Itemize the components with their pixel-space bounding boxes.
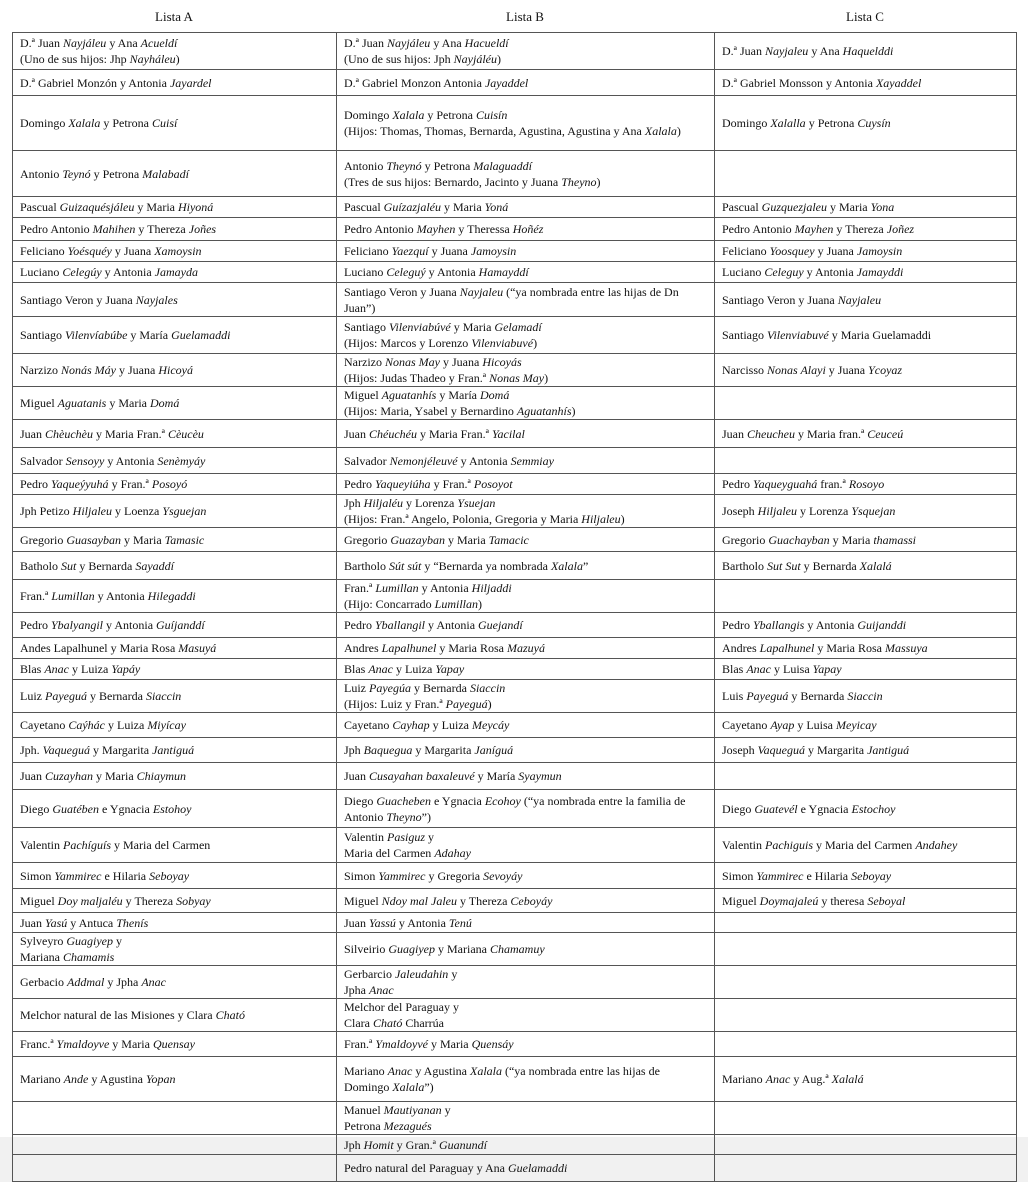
cell-lista-a (13, 283, 337, 317)
table-row (13, 552, 1017, 580)
cell-lista-c (715, 1057, 1017, 1102)
entry-text: Jph. Vaqueguá y Margarita Jantiguá (20, 743, 195, 757)
cell-lista-c (715, 580, 1017, 613)
cell-lista-c (715, 889, 1017, 913)
cell-lista-b (337, 659, 715, 680)
entry-text: D.ª Gabriel Monzón y Antonia Jayardel (20, 75, 212, 90)
entry-text: Miguel Doymajaleú y theresa Seboyal (722, 893, 906, 908)
entry-text: Juan Cheucheu y Maria fran.ª Ceuceú (722, 426, 904, 441)
table-row (13, 1032, 1017, 1057)
cell-lista-b (337, 999, 715, 1032)
entry-text: Pedro Yaqueyguahá fran.ª Rosoyo (722, 477, 885, 491)
entry-text: D.ª Juan Nayjaleu y Ana Haquelddi (722, 44, 894, 58)
cell-lista-b (337, 197, 715, 218)
cell-lista-b (337, 241, 715, 262)
entry-text: Pedro Ybalyangil y Antonia Guíjanddí (20, 618, 205, 632)
entry-text: Petrona Mezagués (344, 1119, 432, 1133)
entry-text: Gregorio Guasayban y Maria Tamasic (20, 532, 205, 547)
table-row (13, 241, 1017, 262)
table-row (13, 262, 1017, 283)
cell-lista-c (715, 999, 1017, 1032)
entry-text: Cayetano Cayhap y Luiza Meycáy (344, 718, 510, 732)
cell-lista-b (337, 283, 715, 317)
entry-text: Clara Cható Charrúa (344, 1016, 444, 1030)
cell-lista-b (337, 70, 715, 96)
entry-text: Diego Guatében e Ygnacia Estohoy (20, 801, 192, 816)
cell-lista-a (13, 580, 337, 613)
cell-lista-b (337, 317, 715, 354)
entry-text: Antonio Teynó y Petrona Malabadí (20, 166, 189, 181)
cell-lista-a (13, 387, 337, 420)
entry-text: Mariano Anac y Agustina Xalala (“ya nombrada entre las hijas de Domingo Xalala”) (344, 1064, 660, 1094)
entry-text: Blas Anac y Luiza Yapay (344, 662, 465, 676)
cell-lista-a (13, 1057, 337, 1102)
entry-text: Luiz Payeguá y Bernarda Siaccin (20, 689, 182, 703)
cell-lista-b (337, 790, 715, 828)
table-row (13, 1155, 1017, 1182)
cell-lista-b (337, 763, 715, 790)
entry-text: D.ª Gabriel Monsson y Antonia Xayaddel (722, 75, 922, 90)
table-row (13, 151, 1017, 197)
table-row (13, 580, 1017, 613)
entry-text: Pedro Antonio Mahihen y Thereza Joñes (20, 222, 217, 236)
column-header-lista-a: Lista A (155, 9, 193, 24)
entry-text: Pedro Antonio Mayhen y Thereza Joñez (722, 222, 915, 236)
entry-text: Luciano Celegúy y Antonia Jamayda (20, 265, 198, 279)
cell-lista-c (715, 283, 1017, 317)
entry-text: D.ª Gabriel Monzon Antonia Jayaddel (344, 75, 529, 90)
entry-text: Domingo Xalala y Petrona Cuisín (344, 108, 508, 122)
cell-lista-b (337, 1155, 715, 1182)
cell-lista-c (715, 1032, 1017, 1057)
cell-lista-a (13, 863, 337, 889)
cell-lista-b (337, 420, 715, 448)
entry-text: Luis Payeguá y Bernarda Siaccin (722, 689, 883, 703)
cell-lista-a (13, 913, 337, 933)
cell-lista-a (13, 1135, 337, 1155)
cell-lista-a (13, 495, 337, 528)
cell-lista-a (13, 474, 337, 495)
cell-lista-a (13, 966, 337, 999)
table-row (13, 96, 1017, 151)
cell-lista-c (715, 1102, 1017, 1135)
cell-lista-a (13, 638, 337, 659)
entry-text: (Hijos: Thomas, Thomas, Bernarda, Agustina, Agustina y Ana Xalala) (344, 124, 681, 138)
cell-lista-c (715, 738, 1017, 763)
entry-text: Mariano Ande y Agustina Yopan (20, 1072, 176, 1086)
entry-text: Jph Petizo Hiljaleu y Loenza Ysguejan (20, 504, 207, 518)
entry-text: Domingo Xalalla y Petrona Cuysín (722, 116, 891, 130)
entry-text: Jph Homit y Gran.ª Guanundí (344, 1137, 487, 1152)
cell-lista-a (13, 713, 337, 738)
cell-lista-c (715, 790, 1017, 828)
entry-text: Andes Lapalhunel y Maria Rosa Masuyá (20, 641, 217, 655)
cell-lista-a (13, 790, 337, 828)
cell-lista-a (13, 999, 337, 1032)
entry-text: Blas Anac y Luisa Yapay (722, 662, 842, 676)
cell-lista-c (715, 828, 1017, 863)
table-row (13, 863, 1017, 889)
cell-lista-c (715, 659, 1017, 680)
entry-text: Santiago Vilenvíabúbe y María Guelamaddi (20, 328, 231, 342)
table-row (13, 528, 1017, 552)
table-row (13, 659, 1017, 680)
entry-text: Salvador Nemonjéleuvé y Antonia Semmiay (344, 453, 554, 468)
cell-lista-c (715, 713, 1017, 738)
cell-lista-b (337, 1102, 715, 1135)
cell-lista-a (13, 1155, 337, 1182)
cell-lista-a (13, 241, 337, 262)
cell-lista-b (337, 528, 715, 552)
entry-text: D.ª Juan Nayjáleu y Ana Hacueldí (344, 36, 509, 50)
cell-lista-a (13, 659, 337, 680)
entry-text: Santiago Veron y Juana Nayjales (20, 292, 178, 307)
cell-lista-a (13, 680, 337, 713)
entry-text: Antonio Theynó y Petrona Malaguaddí (344, 158, 532, 173)
cell-lista-b (337, 96, 715, 151)
cell-lista-c (715, 317, 1017, 354)
cell-lista-b (337, 913, 715, 933)
cell-lista-c (715, 1135, 1017, 1155)
entry-text: Gregorio Guazayban y Maria Tamacic (344, 532, 529, 547)
entry-text: Silveirio Guagiyep y Mariana Chamamuy (344, 942, 545, 956)
entry-text: Manuel Mautiyanan y (344, 1103, 451, 1117)
entry-text: Feliciano Yaezquí y Juana Jamoysin (344, 244, 517, 258)
cell-lista-c (715, 151, 1017, 197)
entry-text: Jph Hiljaléu y Lorenza Ysuejan (344, 496, 496, 510)
table-row (13, 387, 1017, 420)
table-row (13, 999, 1017, 1032)
entry-text: Simon Yammirec e Hilaria Seboyay (722, 868, 892, 883)
table-row (13, 420, 1017, 448)
cell-lista-c (715, 913, 1017, 933)
cell-lista-b (337, 474, 715, 495)
cell-lista-a (13, 933, 337, 966)
cell-lista-a (13, 448, 337, 474)
entry-text: Narcisso Nonas Alayi y Juana Ycoyaz (722, 363, 903, 377)
table-row (13, 33, 1017, 70)
entry-text: Pascual Guizaquésjáleu y Maria Hiyoná (20, 200, 214, 214)
entry-text: (Hijo: Concarrado Lumillan) (344, 597, 482, 611)
entry-text: Pascual Guzquezjaleu y Maria Yona (722, 200, 895, 214)
cell-lista-a (13, 70, 337, 96)
cell-lista-c (715, 218, 1017, 241)
entry-text: Jpha Anac (344, 983, 394, 997)
table-row (13, 317, 1017, 354)
cell-lista-a (13, 218, 337, 241)
cell-lista-b (337, 354, 715, 387)
table-row (13, 218, 1017, 241)
entry-text: D.ª Juan Nayjáleu y Ana Acueldí (20, 36, 178, 50)
entry-text: Pascual Guízazjaléu y Maria Yoná (344, 200, 509, 214)
table-row (13, 680, 1017, 713)
entry-text: Blas Anac y Luiza Yapáy (20, 662, 141, 676)
table-row (13, 738, 1017, 763)
cell-lista-c (715, 96, 1017, 151)
entry-text: Juan Yasú y Antuca Thenís (20, 915, 149, 930)
entry-text: Simon Yammirec e Hilaria Seboyay (20, 868, 190, 883)
table-row (13, 933, 1017, 966)
entry-text: Luciano Celeguý y Antonia Hamayddí (344, 265, 529, 279)
cell-lista-c (715, 863, 1017, 889)
marriage-comparison-table (12, 32, 1017, 1182)
entry-text: Miguel Aguatanis y Maria Domá (20, 396, 180, 410)
entry-text: (Hijos: Judas Thadeo y Fran.ª Nonas May) (344, 371, 549, 385)
cell-lista-c (715, 763, 1017, 790)
table-row (13, 790, 1017, 828)
cell-lista-b (337, 552, 715, 580)
entry-text: Miguel Ndoy mal Jaleu y Thereza Ceboyáy (344, 893, 553, 908)
cell-lista-a (13, 33, 337, 70)
cell-lista-a (13, 1102, 337, 1135)
cell-lista-c (715, 420, 1017, 448)
entry-text: (Hijos: Marcos y Lorenzo Vilenviabuvé) (344, 336, 538, 350)
table-row (13, 638, 1017, 659)
cell-lista-a (13, 151, 337, 197)
cell-lista-c (715, 262, 1017, 283)
entry-text: Franc.ª Ymaldoyve y Maria Quensay (20, 1037, 195, 1051)
cell-lista-a (13, 1032, 337, 1057)
cell-lista-a (13, 889, 337, 913)
table-row (13, 913, 1017, 933)
entry-text: Cayetano Caýhác y Luiza Miyícay (20, 718, 186, 732)
entry-text: Pedro natural del Paraguay y Ana Guelamaddi (344, 1161, 568, 1175)
cell-lista-c (715, 933, 1017, 966)
table-row (13, 474, 1017, 495)
table-row (13, 448, 1017, 474)
entry-text: Andres Lapalhunel y Maria Rosa Massuya (722, 641, 928, 655)
cell-lista-b (337, 218, 715, 241)
cell-lista-b (337, 680, 715, 713)
entry-text: Santiago Veron y Juana Nayjaleu (“ya nombrada entre las hijas de Dn Juan”) (344, 284, 679, 315)
cell-lista-c (715, 495, 1017, 528)
entry-text: Mariana Chamamis (20, 950, 115, 964)
entry-text: Gregorio Guachayban y Maria thamassi (722, 532, 916, 547)
cell-lista-b (337, 828, 715, 863)
entry-text: Melchor natural de las Misiones y Clara Cható (20, 1008, 245, 1022)
table-row (13, 763, 1017, 790)
entry-text: Sylveyro Guagiyep y (20, 934, 122, 948)
entry-text: Pedro Yballangil y Antonia Guejandí (344, 618, 523, 632)
entry-text: Luciano Celeguy y Antonia Jamayddi (722, 265, 904, 279)
entry-text: Gerbarcio Jaleudahin y (344, 967, 458, 981)
entry-text: Salvador Sensoyy y Antonia Senèmyáy (20, 453, 206, 468)
cell-lista-b (337, 448, 715, 474)
table-row (13, 197, 1017, 218)
entry-text: Bartholo Sút sút y “Bernarda ya nombrada Xalala” (344, 558, 589, 573)
entry-text: Narzizo Nonás Máy y Juana Hicoyá (20, 363, 193, 377)
table-row (13, 1057, 1017, 1102)
cell-lista-c (715, 613, 1017, 638)
cell-lista-a (13, 613, 337, 638)
entry-text: Narzizo Nonas May y Juana Hicoyás (344, 355, 522, 369)
column-header-lista-c: Lista C (846, 9, 884, 24)
cell-lista-b (337, 863, 715, 889)
entry-text: Feliciano Yoosquey y Juana Jamoysin (722, 244, 903, 258)
table-row (13, 966, 1017, 999)
entry-text: Bartholo Sut Sut y Bernarda Xalalá (722, 558, 892, 573)
entry-text: (Tres de sus hijos: Bernardo, Jacinto y Juana Theyno) (344, 174, 601, 189)
cell-lista-c (715, 354, 1017, 387)
entry-text: Santiago Veron y Juana Nayjaleu (722, 292, 882, 307)
table-row (13, 889, 1017, 913)
entry-text: Juan Yassú y Antonia Tenú (344, 915, 472, 930)
table-row (13, 495, 1017, 528)
cell-lista-b (337, 262, 715, 283)
cell-lista-c (715, 387, 1017, 420)
entry-text: Valentin Pasiguz y (344, 830, 435, 844)
cell-lista-b (337, 738, 715, 763)
cell-lista-a (13, 528, 337, 552)
entry-text: Miguel Doy maljaléu y Thereza Sobyay (20, 893, 211, 908)
entry-text: Diego Guatevél e Ygnacia Estochoy (722, 801, 896, 816)
cell-lista-b (337, 613, 715, 638)
cell-lista-a (13, 354, 337, 387)
cell-lista-b (337, 638, 715, 659)
cell-lista-a (13, 420, 337, 448)
entry-text: Maria del Carmen Adahay (344, 846, 471, 860)
cell-lista-b (337, 889, 715, 913)
entry-text: Pedro Yballangis y Antonia Guijanddi (722, 618, 907, 632)
cell-lista-c (715, 1155, 1017, 1182)
cell-lista-a (13, 552, 337, 580)
entry-text: Melchor del Paraguay y (344, 1000, 459, 1014)
cell-lista-c (715, 638, 1017, 659)
entry-text: Joseph Hiljaleu y Lorenza Ysquejan (722, 504, 896, 518)
cell-lista-b (337, 1057, 715, 1102)
entry-text: Santiago Vilenviabuvé y Maria Guelamaddi (722, 328, 932, 342)
entry-text: Fran.ª Lumillan y Antonia Hilegaddi (20, 589, 196, 603)
cell-lista-b (337, 580, 715, 613)
cell-lista-a (13, 197, 337, 218)
entry-text: Domingo Xalala y Petrona Cuisí (20, 116, 178, 130)
entry-text: Juan Cusayahan baxaleuvé y María Syaymun (344, 769, 562, 783)
entry-text: Joseph Vaqueguá y Margarita Jantiguá (722, 743, 910, 757)
entry-text: Juan Chéuchéu y Maria Fran.ª Yacilal (344, 426, 525, 441)
entry-text: (Hijos: Fran.ª Angelo, Polonia, Gregoria y Maria Hiljaleu) (344, 512, 625, 526)
cell-lista-c (715, 448, 1017, 474)
cell-lista-c (715, 474, 1017, 495)
table-row (13, 354, 1017, 387)
column-header-lista-b: Lista B (506, 9, 544, 24)
cell-lista-b (337, 1032, 715, 1057)
cell-lista-b (337, 387, 715, 420)
cell-lista-a (13, 317, 337, 354)
cell-lista-b (337, 151, 715, 197)
cell-lista-c (715, 241, 1017, 262)
entry-text: Juan Chèuchèu y Maria Fran.ª Cèucèu (20, 426, 204, 441)
table-row (13, 1135, 1017, 1155)
table-row (13, 828, 1017, 863)
entry-text: (Hijos: Maria, Ysabel y Bernardino Aguatanhís) (344, 404, 576, 418)
cell-lista-b (337, 713, 715, 738)
entry-text: (Hijos: Luiz y Fran.ª Payeguá) (344, 697, 492, 711)
entry-text: Pedro Antonio Mayhen y Theressa Hoñéz (344, 222, 544, 236)
cell-lista-a (13, 828, 337, 863)
cell-lista-a (13, 738, 337, 763)
cell-lista-c (715, 70, 1017, 96)
entry-text: Valentin Pachíguís y Maria del Carmen (20, 838, 211, 852)
entry-text: Miguel Aguatanhís y María Domá (344, 388, 510, 402)
cell-lista-b (337, 1135, 715, 1155)
cell-lista-b (337, 33, 715, 70)
entry-text: Santiago Vilenviabúvé y Maria Gelamadí (344, 320, 542, 334)
cell-lista-c (715, 680, 1017, 713)
cell-lista-b (337, 966, 715, 999)
table-body (13, 33, 1017, 1182)
entry-text: (Uno de sus hijos: Jhp Nayháleu) (20, 52, 180, 66)
cell-lista-a (13, 262, 337, 283)
table-row (13, 70, 1017, 96)
table-row (13, 283, 1017, 317)
entry-text: Valentin Pachiguis y Maria del Carmen Andahey (722, 838, 958, 852)
entry-text: (Uno de sus hijos: Jph Nayjáléu) (344, 52, 501, 66)
entry-text: Diego Guacheben e Ygnacia Ecohoy (“ya nombrada entre la familia de Antonio Theyno”) (344, 793, 686, 824)
entry-text: Jph Baquegua y Margarita Janíguá (344, 743, 514, 757)
cell-lista-a (13, 96, 337, 151)
entry-text: Juan Cuzayhan y Maria Chiaymun (20, 769, 186, 783)
cell-lista-c (715, 966, 1017, 999)
cell-lista-c (715, 33, 1017, 70)
cell-lista-a (13, 763, 337, 790)
entry-text: Pedro Yaqueyiúha y Fran.ª Posoyot (344, 477, 513, 491)
entry-text: Batholo Sut y Bernarda Sayaddí (20, 558, 174, 573)
table-row (13, 713, 1017, 738)
cell-lista-b (337, 495, 715, 528)
entry-text: Pedro Yaqueýyuhá y Fran.ª Posoyó (20, 477, 188, 491)
entry-text: Luiz Payegúa y Bernarda Siaccin (344, 681, 506, 695)
entry-text: Andres Lapalhunel y Maria Rosa Mazuyá (344, 641, 545, 655)
entry-text: Simon Yammirec y Gregoria Sevoyáy (344, 868, 523, 883)
entry-text: Fran.ª Lumillan y Antonia Hiljaddi (344, 581, 512, 595)
cell-lista-c (715, 528, 1017, 552)
table-row (13, 613, 1017, 638)
entry-text: Cayetano Ayap y Luisa Meyicay (722, 718, 877, 732)
cell-lista-b (337, 933, 715, 966)
entry-text: Gerbacio Addmal y Jpha Anac (20, 975, 166, 989)
cell-lista-c (715, 552, 1017, 580)
cell-lista-c (715, 197, 1017, 218)
entry-text: Feliciano Yoésquéy y Juana Xamoysin (20, 244, 202, 258)
table-row (13, 1102, 1017, 1135)
entry-text: Mariano Anac y Aug.ª Xalalá (722, 1072, 864, 1086)
entry-text: Fran.ª Ymaldoyvé y Maria Quensáy (344, 1037, 514, 1051)
